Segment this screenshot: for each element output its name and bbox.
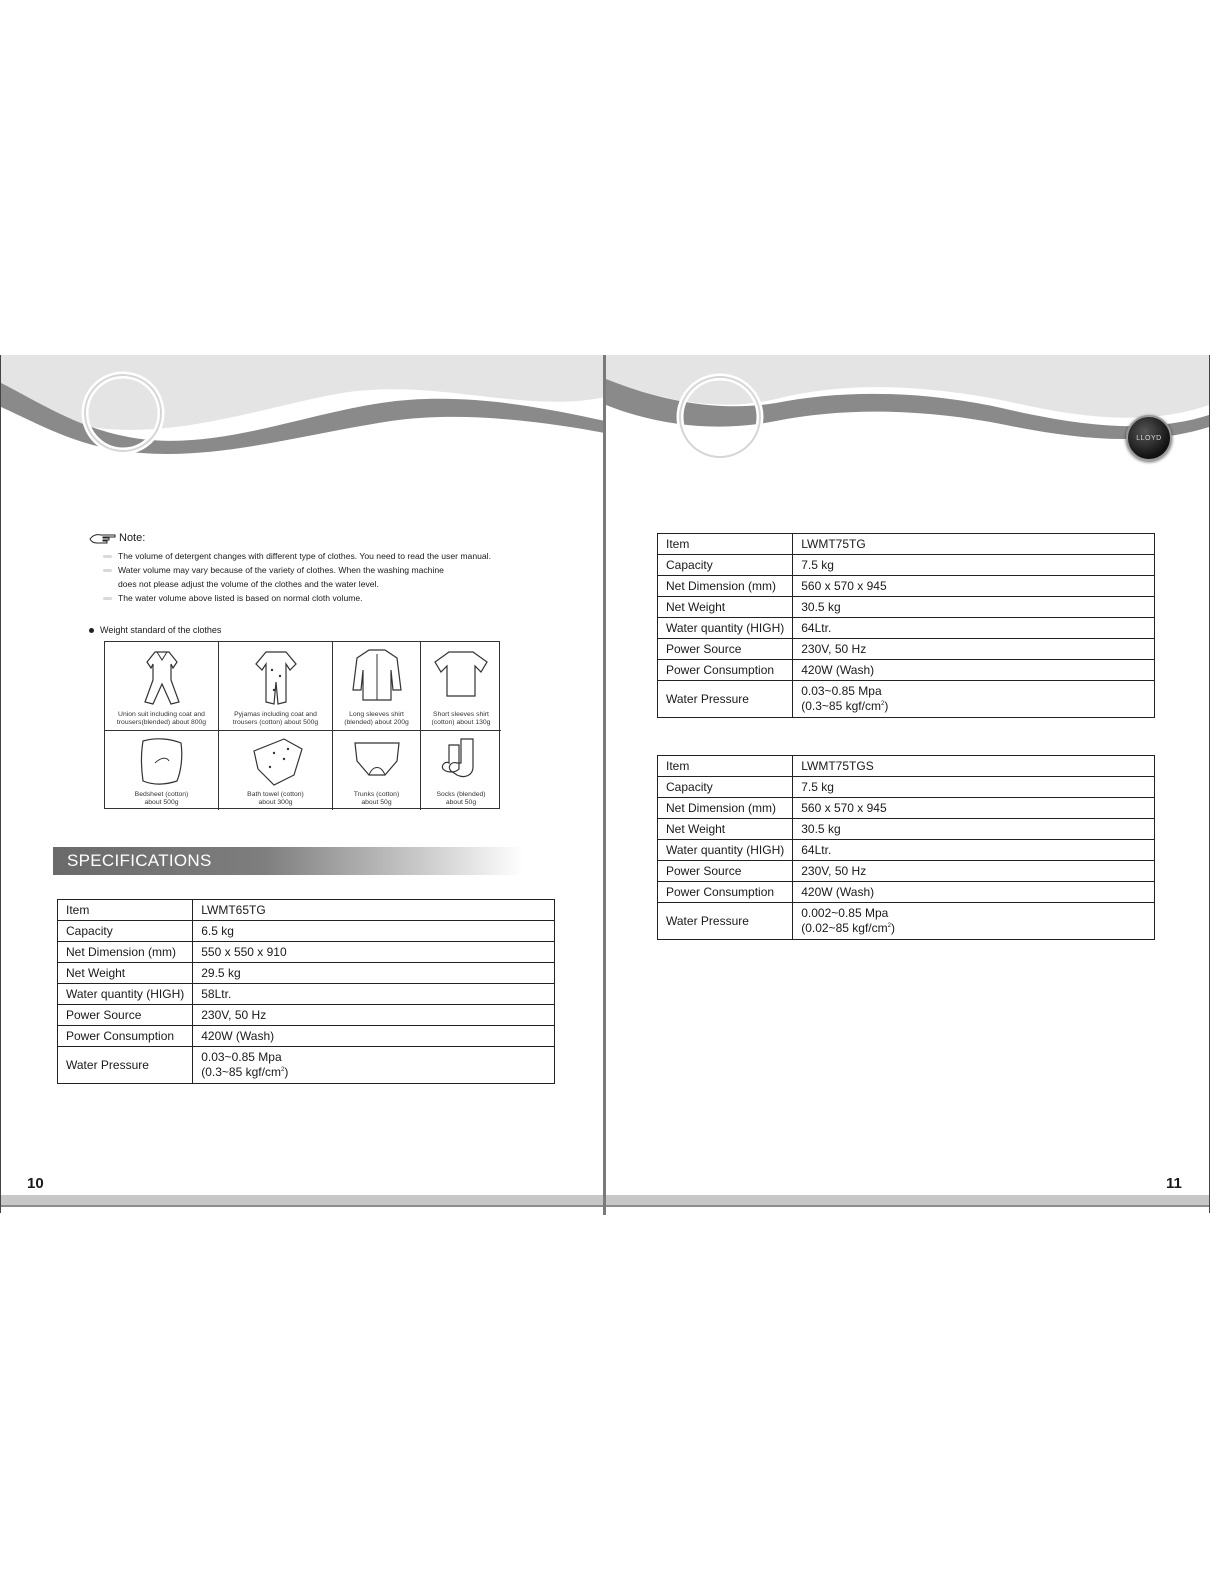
spec-value bbox=[193, 1047, 555, 1084]
pressure-superscript: 2 bbox=[280, 1067, 285, 1073]
spec-value: 29.5 kg bbox=[193, 963, 555, 984]
spec-table-lwmt65tg bbox=[57, 899, 555, 1084]
clothes-cell-union-suit bbox=[105, 642, 219, 731]
page-number-right: 11 bbox=[1166, 1175, 1182, 1192]
clothes-weight-grid bbox=[104, 641, 500, 809]
footer-bar bbox=[606, 1195, 1209, 1207]
pressure-kgf: (0.3~85 kgf/cm bbox=[801, 699, 881, 713]
pressure-mpa: 0.03~0.85 Mpa bbox=[801, 684, 882, 698]
spec-label: Item bbox=[58, 900, 193, 921]
clothes-caption bbox=[335, 711, 418, 727]
short-sleeve-shirt-icon bbox=[433, 646, 489, 702]
dash-bullet-icon bbox=[103, 597, 112, 600]
bullet-icon bbox=[89, 628, 94, 633]
pressure-superscript: 2 bbox=[887, 923, 891, 929]
clothes-cell-bedsheet bbox=[105, 731, 219, 810]
lloyd-logo: LLOYD bbox=[1126, 415, 1172, 461]
spec-value: 6.5 kg bbox=[193, 921, 555, 942]
bedsheet-icon bbox=[137, 735, 187, 787]
pointing-hand-icon bbox=[89, 532, 117, 544]
clothes-cell-trunks bbox=[333, 731, 421, 810]
table-row bbox=[658, 903, 1155, 940]
spec-label: Net Weight bbox=[658, 819, 793, 840]
spec-table-lwmt75tg bbox=[657, 533, 1155, 718]
clothes-caption bbox=[221, 711, 330, 727]
spec-label: Water quantity (HIGH) bbox=[58, 984, 193, 1005]
pressure-mpa: 0.002~0.85 Mpa bbox=[801, 906, 889, 920]
pressure-close: ) bbox=[890, 921, 895, 935]
union-suit-icon bbox=[127, 646, 197, 708]
header-wave-graphic bbox=[606, 355, 1209, 465]
table-row bbox=[658, 882, 1155, 903]
note-line-text: The water volume above listed is based on normal cloth volume. bbox=[118, 593, 363, 603]
spec-label: Net Dimension (mm) bbox=[658, 576, 793, 597]
caption-line: about 500g bbox=[144, 799, 179, 806]
clothes-caption bbox=[423, 791, 499, 807]
table-row bbox=[58, 900, 555, 921]
spec-value: 58Ltr. bbox=[193, 984, 555, 1005]
spec-value: 30.5 kg bbox=[793, 597, 1155, 618]
page-left bbox=[0, 355, 605, 1213]
caption-line: about 300g bbox=[258, 799, 293, 806]
socks-icon bbox=[437, 735, 485, 783]
caption-line: Socks (blended) bbox=[436, 791, 486, 798]
clothes-cell-socks bbox=[421, 731, 501, 810]
clothes-caption bbox=[423, 711, 499, 727]
pressure-close: ) bbox=[284, 1065, 289, 1079]
spec-label: Net Dimension (mm) bbox=[658, 798, 793, 819]
spec-value: 7.5 kg bbox=[793, 555, 1155, 576]
spec-table-lwmt75tgs bbox=[657, 755, 1155, 940]
page-number-left: 10 bbox=[27, 1175, 44, 1192]
caption-line: Bedsheet (cotton) bbox=[134, 791, 189, 798]
spec-label: Net Weight bbox=[58, 963, 193, 984]
spec-value: LWMT65TG bbox=[193, 900, 555, 921]
table-row bbox=[658, 660, 1155, 681]
spec-value: 560 x 570 x 945 bbox=[793, 576, 1155, 597]
spec-label: Power Consumption bbox=[58, 1026, 193, 1047]
clothes-caption bbox=[107, 711, 216, 727]
table-row bbox=[658, 555, 1155, 576]
caption-line: trousers(blended) about 800g bbox=[116, 719, 207, 726]
footer-bar bbox=[1, 1195, 605, 1207]
table-row bbox=[58, 984, 555, 1005]
spec-value: 64Ltr. bbox=[793, 618, 1155, 639]
note-line bbox=[89, 577, 559, 591]
spec-label: Item bbox=[658, 756, 793, 777]
spec-value: 550 x 550 x 910 bbox=[193, 942, 555, 963]
note-block bbox=[89, 531, 559, 605]
note-line-text: does not please adjust the volume of the clothes and the water level. bbox=[118, 579, 379, 589]
spec-label: Power Source bbox=[658, 861, 793, 882]
spec-label: Water Pressure bbox=[58, 1047, 193, 1084]
note-line bbox=[89, 563, 559, 577]
spec-label: Power Consumption bbox=[658, 660, 793, 681]
spec-label: Power Source bbox=[58, 1005, 193, 1026]
clothes-cell-short-shirt bbox=[421, 642, 501, 731]
table-row bbox=[58, 1047, 555, 1084]
spec-label: Water Pressure bbox=[658, 903, 793, 940]
bath-towel-icon bbox=[244, 735, 308, 787]
spec-value: 230V, 50 Hz bbox=[793, 861, 1155, 882]
table-row bbox=[658, 756, 1155, 777]
trunks-icon bbox=[351, 735, 403, 783]
table-row bbox=[58, 1026, 555, 1047]
caption-line: (cotton) about 130g bbox=[431, 719, 491, 726]
table-row bbox=[658, 534, 1155, 555]
spec-label: Net Weight bbox=[658, 597, 793, 618]
note-line bbox=[89, 591, 559, 605]
clothes-caption bbox=[221, 791, 330, 807]
table-row bbox=[658, 861, 1155, 882]
table-row bbox=[58, 921, 555, 942]
note-line-text: Water volume may vary because of the variety of clothes. When the washing machine bbox=[118, 565, 444, 575]
clothes-cell-long-shirt bbox=[333, 642, 421, 731]
table-row bbox=[58, 963, 555, 984]
table-row bbox=[658, 819, 1155, 840]
table-row bbox=[658, 777, 1155, 798]
clothes-caption bbox=[107, 791, 216, 807]
clothes-caption bbox=[335, 791, 418, 807]
pressure-superscript: 2 bbox=[880, 701, 885, 707]
spec-label: Item bbox=[658, 534, 793, 555]
pressure-close: ) bbox=[884, 699, 889, 713]
table-row bbox=[658, 840, 1155, 861]
spec-value: 64Ltr. bbox=[793, 840, 1155, 861]
pyjamas-icon bbox=[246, 646, 306, 708]
caption-line: (blended) about 200g bbox=[344, 719, 409, 726]
header-wave-graphic bbox=[1, 355, 605, 455]
spec-value: LWMT75TGS bbox=[793, 756, 1155, 777]
weight-standard-title: Weight standard of the clothes bbox=[100, 625, 222, 635]
spec-value bbox=[793, 903, 1155, 940]
pressure-kgf: (0.3~85 kgf/cm bbox=[201, 1065, 281, 1079]
clothes-cell-pyjamas bbox=[219, 642, 333, 731]
note-title bbox=[89, 531, 559, 545]
spec-value: 7.5 kg bbox=[793, 777, 1155, 798]
dash-bullet-icon bbox=[103, 555, 112, 558]
spec-label: Power Source bbox=[658, 639, 793, 660]
note-line-text: The volume of detergent changes with different type of clothes. You need to read the user manual. bbox=[118, 551, 491, 561]
spec-label: Net Dimension (mm) bbox=[58, 942, 193, 963]
page-right bbox=[606, 355, 1210, 1213]
long-sleeve-shirt-icon bbox=[349, 646, 405, 706]
caption-line: Long sleeves shirt bbox=[349, 711, 404, 718]
table-row bbox=[58, 1005, 555, 1026]
caption-line: Trunks (cotton) bbox=[353, 791, 400, 798]
note-title-text: Note: bbox=[119, 532, 146, 544]
spec-value: 30.5 kg bbox=[793, 819, 1155, 840]
spec-value bbox=[793, 681, 1155, 718]
table-row bbox=[658, 597, 1155, 618]
table-row bbox=[658, 681, 1155, 718]
spec-value: 560 x 570 x 945 bbox=[793, 798, 1155, 819]
weight-standard-heading bbox=[89, 625, 221, 635]
caption-line: Pyjamas including coat and bbox=[234, 711, 317, 718]
table-row bbox=[658, 618, 1155, 639]
specifications-header: SPECIFICATIONS bbox=[53, 847, 523, 875]
table-row bbox=[658, 576, 1155, 597]
spec-value: 420W (Wash) bbox=[793, 882, 1155, 903]
pressure-kgf: (0.02~85 kgf/cm bbox=[801, 921, 888, 935]
spec-value: 230V, 50 Hz bbox=[193, 1005, 555, 1026]
caption-line: Short sleeves shirt bbox=[433, 711, 489, 718]
dash-bullet-icon bbox=[103, 569, 112, 572]
caption-line: about 50g bbox=[445, 799, 477, 806]
caption-line: Bath towel (cotton) bbox=[247, 791, 304, 798]
spec-value: LWMT75TG bbox=[793, 534, 1155, 555]
spec-label: Capacity bbox=[58, 921, 193, 942]
note-line bbox=[89, 549, 559, 563]
caption-line: trousers (cotton) about 500g bbox=[232, 719, 319, 726]
spec-label: Water quantity (HIGH) bbox=[658, 840, 793, 861]
table-row bbox=[58, 942, 555, 963]
spec-value: 230V, 50 Hz bbox=[793, 639, 1155, 660]
spec-label: Capacity bbox=[658, 555, 793, 576]
spec-label: Water Pressure bbox=[658, 681, 793, 718]
spec-value: 420W (Wash) bbox=[793, 660, 1155, 681]
manual-spread bbox=[0, 355, 1219, 1215]
spec-label: Capacity bbox=[658, 777, 793, 798]
table-row bbox=[658, 798, 1155, 819]
clothes-cell-bath-towel bbox=[219, 731, 333, 810]
table-row bbox=[658, 639, 1155, 660]
pressure-mpa: 0.03~0.85 Mpa bbox=[201, 1050, 282, 1064]
spec-label: Power Consumption bbox=[658, 882, 793, 903]
spec-label: Water quantity (HIGH) bbox=[658, 618, 793, 639]
caption-line: about 50g bbox=[361, 799, 392, 806]
spec-value: 420W (Wash) bbox=[193, 1026, 555, 1047]
caption-line: Union suit including coat and bbox=[118, 711, 205, 718]
